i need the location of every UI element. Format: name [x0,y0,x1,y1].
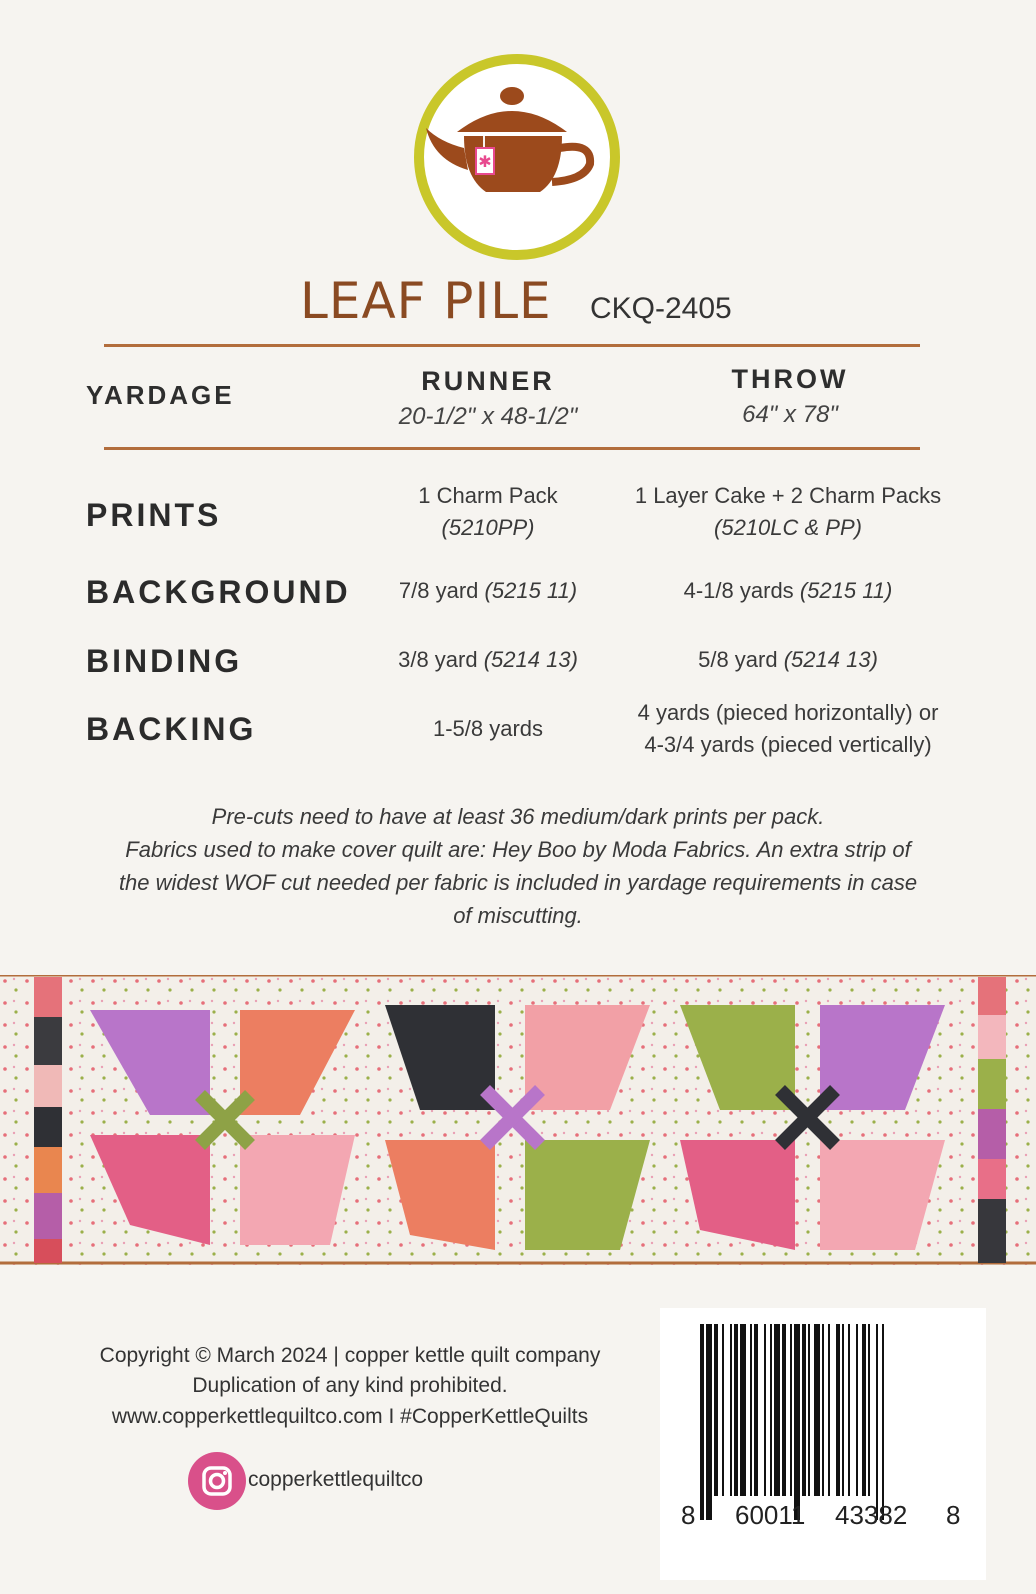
barcode-digit-group-2: 43382 [835,1500,908,1530]
right-border-strip [978,977,1006,1263]
left-border-strip [34,977,62,1263]
barcode-bar [734,1324,738,1496]
binding-runner [370,644,606,676]
pattern-title: LEAF PILE [300,272,552,330]
background-throw [608,575,968,607]
barcode-bar [794,1324,800,1520]
svg-text:✱: ✱ [478,152,492,171]
prints-throw [608,480,968,544]
barcode-bar [730,1324,732,1496]
barcode-bar [842,1324,844,1496]
throw-title: THROW [731,364,849,394]
instagram-icon [188,1452,246,1510]
backing-throw-line1: 4 yards (pieced horizontally) or [637,700,939,725]
binding-throw-amount: 5/8 yard [698,647,778,672]
barcode-bar [774,1324,780,1496]
prints-throw-amount: 1 Layer Cake + 2 Charm Packs [634,483,942,508]
barcode-bar [868,1324,870,1496]
barcode-bar [714,1324,718,1496]
barcode-bar [770,1324,772,1496]
binding-runner-code: (5214 13) [483,647,578,672]
prints-runner-code: (5210PP) [441,515,535,540]
runner-title: RUNNER [421,366,555,396]
website-link[interactable]: www.copperkettlequiltco.com I #CopperKettleQuilts [111,1405,589,1428]
barcode-bar [808,1324,810,1496]
barcode-digit-1: 8 [681,1500,696,1530]
barcode-bar [862,1324,866,1496]
teapot-logo [412,52,622,262]
barcode-bar [856,1324,858,1496]
prints-throw-code: (5210LC & PP) [714,515,862,540]
quilt-runner-photo [0,975,1036,1265]
barcode-bar [782,1324,786,1496]
barcode-bars [660,1308,986,1580]
barcode-bar [750,1324,752,1496]
runner-column-header [370,366,606,431]
barcode-bar [836,1324,840,1496]
runner-size: 20-1/2" x 48-1/2" [398,403,578,430]
note-line-4: of miscutting. [453,903,583,928]
binding-runner-amount: 3/8 yard [398,647,478,672]
barcode-bar [706,1324,712,1520]
background-runner [370,575,606,607]
background-runner-amount: 7/8 yard [398,578,479,603]
barcode-bar [700,1324,704,1520]
barcode-bar [790,1324,792,1496]
background-throw-amount: 4-1/8 yards [683,578,794,603]
prints-runner-amount: 1 Charm Pack [418,483,558,508]
barcode-bar [882,1324,884,1520]
barcode-digit-2: 8 [946,1500,961,1530]
barcode-bar [822,1324,824,1496]
barcode-bar [740,1324,746,1496]
binding-throw-code: (5214 13) [783,647,878,672]
row-label-prints: PRINTS [86,497,222,533]
barcode-bar [754,1324,758,1496]
barcode-panel [660,1308,986,1580]
prints-runner [370,480,606,544]
row-label-backing: BACKING [86,711,257,747]
barcode-bar [848,1324,850,1496]
note-line-2: Fabrics used to make cover quilt are: Hey Boo by Moda Fabrics. An extra strip of [125,837,911,862]
instagram-handle: copperkettlequiltco [248,1468,424,1491]
divider-middle [104,447,920,450]
row-label-binding: BINDING [86,643,243,679]
row-label-background: BACKGROUND [86,574,351,610]
throw-size: 64" x 78" [742,401,838,428]
copyright-line: Copyright © March 2024 | copper kettle quilt company [99,1344,601,1367]
fabric-notes [40,800,996,932]
backing-throw-line2: 4-3/4 yards (pieced vertically) [644,732,932,757]
throw-column-header [680,364,900,429]
barcode-bar [876,1324,878,1520]
barcode-bar [828,1324,830,1496]
duplication-notice: Duplication of any kind prohibited. [192,1374,508,1397]
note-line-3: the widest WOF cut needed per fabric is included in yardage requirements in case [118,870,918,895]
barcode-bar [802,1324,806,1496]
backing-runner: 1-5/8 yards [432,716,544,741]
background-throw-code: (5215 11) [799,578,893,603]
barcode-bar [814,1324,820,1496]
pattern-code: CKQ-2405 [590,292,732,325]
barcode-bar [764,1324,766,1496]
note-line-1: Pre-cuts need to have at least 36 medium/dark prints per pack. [211,804,825,829]
binding-throw [608,644,968,676]
background-runner-code: (5215 11) [484,578,578,603]
backing-throw [608,697,968,761]
barcode-bar [722,1324,724,1496]
barcode-digit-group-1: 60011 [735,1500,806,1530]
yardage-heading: YARDAGE [86,380,235,410]
divider-top [104,344,920,347]
